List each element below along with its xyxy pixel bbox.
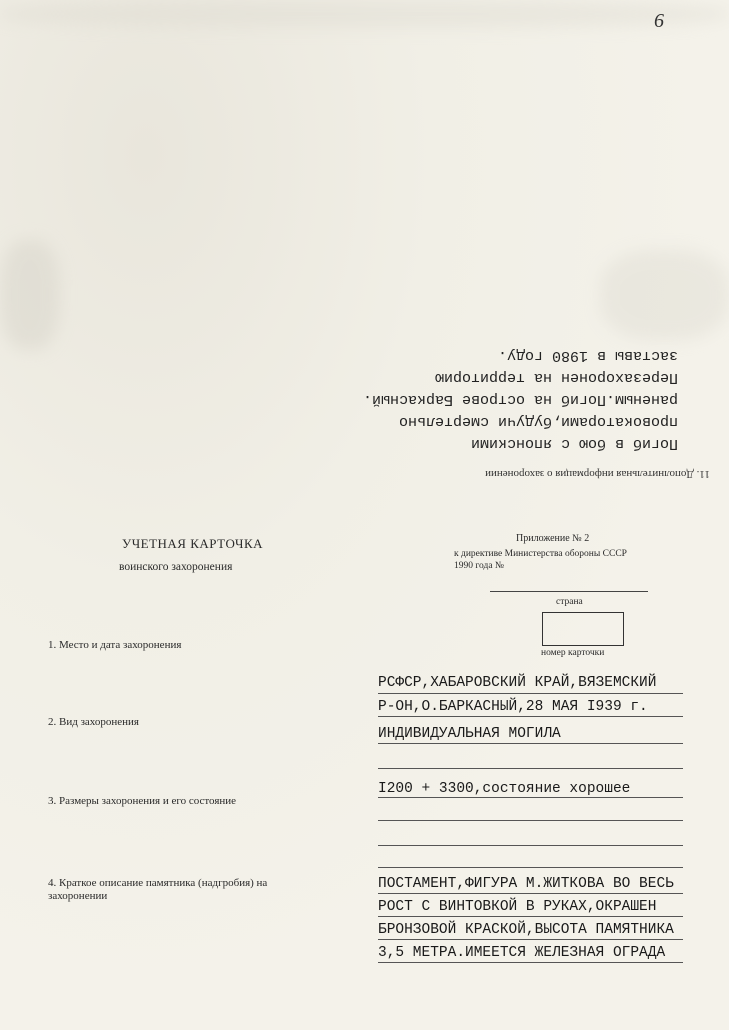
directive-line: к директиве Министерства обороны СССР	[454, 549, 627, 559]
answer-rule	[378, 768, 683, 769]
answer-rule	[378, 693, 683, 694]
card-number-box	[542, 612, 624, 646]
page-number: 6	[654, 10, 664, 32]
section-11-upside-down	[330, 300, 710, 480]
country-label: страна	[556, 597, 583, 607]
section-11-text	[363, 344, 678, 454]
card-title: УЧЕТНАЯ КАРТОЧКА	[122, 536, 264, 551]
scan-shadow	[0, 0, 729, 28]
section-11-line: заставы в 1980 году.	[497, 347, 678, 364]
appendix-label: Приложение № 2	[516, 533, 590, 544]
card-subtitle: воинского захоронения	[119, 561, 233, 573]
field-2-question: 2. Вид захоронения	[48, 716, 139, 728]
section-11-line: Перезахоронен на территорию	[434, 369, 678, 386]
answer-rule	[378, 893, 683, 894]
answer-rule	[378, 939, 683, 940]
answer-rule	[378, 797, 683, 798]
field-4-question-line: захоронении	[48, 890, 108, 902]
answer-rule	[378, 962, 683, 963]
answer-rule	[378, 820, 683, 821]
section-11-line: провокаторами,будучи смертельно	[398, 413, 678, 430]
answer-rule	[378, 867, 683, 868]
field-3-question: 3. Размеры захоронения и его состояние	[48, 795, 237, 807]
section-11-line: Погиб в бою с японскими	[470, 435, 678, 452]
field-3-answer-line: I200 + 3300,состояние хорошее	[378, 781, 631, 797]
field-1-question: 1. Место и дата захоронения	[48, 639, 182, 651]
directive-text	[454, 548, 627, 572]
field-4-answer-line: РОСТ С ВИНТОВКОЙ В РУКАХ,ОКРАШЕН	[378, 899, 657, 915]
field-4-question	[48, 877, 267, 903]
field-1-answer-line: РСФСР,ХАБАРОВСКИЙ КРАЙ,ВЯЗЕМСКИЙ	[378, 675, 657, 691]
field-4-answer-line: 3,5 МЕТРА.ИМЕЕТСЯ ЖЕЛЕЗНАЯ ОГРАДА	[378, 945, 666, 961]
answer-rule	[378, 716, 683, 717]
field-4-answer-line: БРОНЗОВОЙ КРАСКОЙ,ВЫСОТА ПАМЯТНИКА	[378, 922, 674, 938]
scan-smudge	[0, 240, 60, 350]
country-field-line	[490, 591, 648, 592]
field-4-question-line: 4. Краткое описание памятника (надгробия) на	[48, 877, 268, 889]
field-2-answer-line: ИНДИВИДУАЛЬНАЯ МОГИЛА	[378, 726, 561, 742]
section-11-line: раненым.Погиб на острове Баркасный.	[362, 391, 678, 408]
answer-rule	[378, 845, 683, 846]
section-11-header: 11. Дополнительная информация о захоронении	[485, 468, 710, 480]
directive-line: 1990 года №	[454, 561, 505, 571]
field-4-answer-line: ПОСТАМЕНТ,ФИГУРА М.ЖИТКОВА ВО ВЕСЬ	[378, 876, 674, 892]
answer-rule	[378, 743, 683, 744]
card-number-label: номер карточки	[541, 648, 605, 658]
field-1-answer-line: Р-ОН,О.БАРКАСНЫЙ,28 МАЯ I939 г.	[378, 699, 648, 715]
answer-rule	[378, 916, 683, 917]
